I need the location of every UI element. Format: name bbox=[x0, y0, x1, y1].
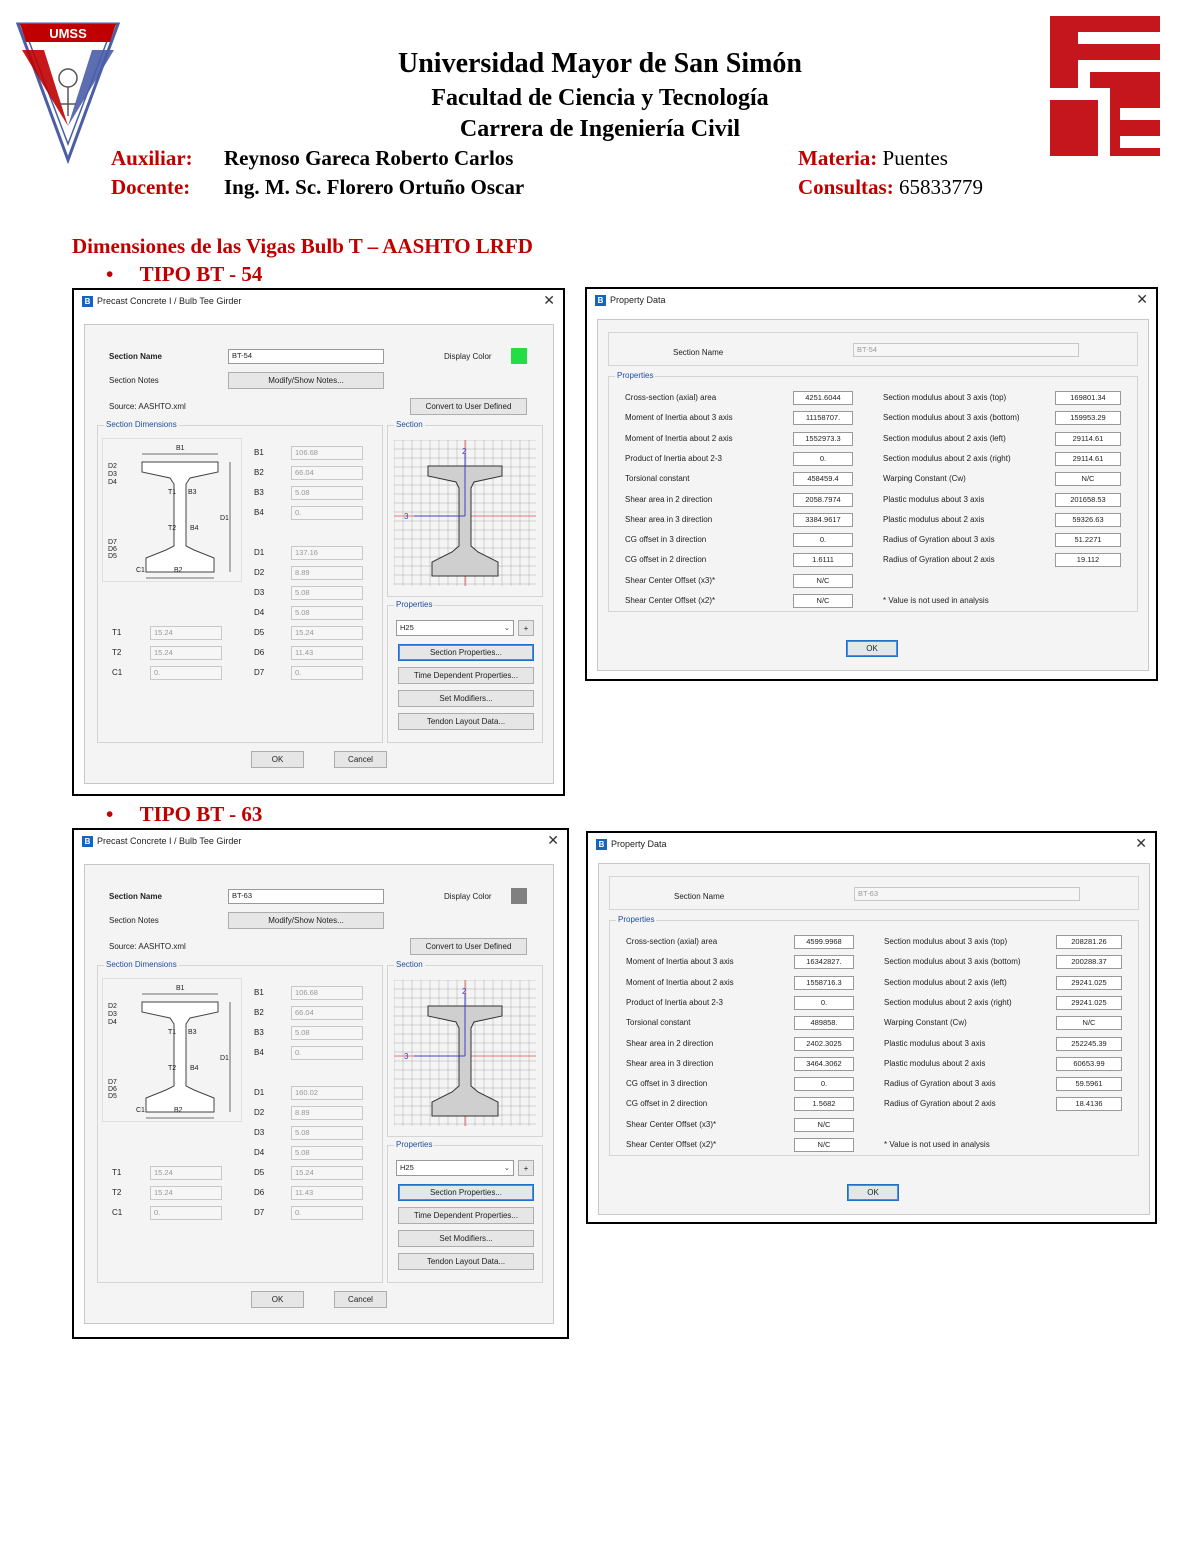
property-value: 1.6111 bbox=[793, 553, 853, 567]
section-name-group bbox=[609, 876, 1139, 910]
property-button-1[interactable]: Section Properties... bbox=[398, 1184, 534, 1201]
section-notes-label: Section Notes bbox=[109, 376, 159, 385]
property-label: Radius of Gyration about 2 axis bbox=[884, 1099, 996, 1109]
close-icon[interactable]: ✕ bbox=[543, 292, 555, 308]
property-value: 201658.53 bbox=[1055, 493, 1121, 507]
close-icon[interactable]: ✕ bbox=[1135, 835, 1147, 851]
window-title: Precast Concrete I / Bulb Tee Girder bbox=[97, 836, 242, 846]
ok-button[interactable]: OK bbox=[846, 640, 898, 657]
girder-dialog bbox=[72, 288, 565, 796]
window-title: Property Data bbox=[611, 839, 667, 849]
dim-field-d5[interactable]: 15.24 bbox=[291, 626, 363, 640]
property-label: Radius of Gyration about 2 axis bbox=[883, 555, 995, 565]
property-label: Radius of Gyration about 3 axis bbox=[883, 535, 995, 545]
dim-field-b1[interactable]: 106.68 bbox=[291, 986, 363, 1000]
dim-field-b2[interactable]: 66.04 bbox=[291, 1006, 363, 1020]
axis-2-label: 2 bbox=[462, 987, 467, 996]
property-value: 1.5682 bbox=[794, 1097, 854, 1111]
diagram-label: B2 bbox=[174, 1107, 183, 1114]
app-logo-icon: B bbox=[596, 839, 607, 850]
materia-value: Puentes bbox=[882, 146, 948, 170]
group-label: Section Dimensions bbox=[106, 420, 177, 429]
diagram-label: T2 bbox=[168, 525, 177, 532]
dim-field-d6[interactable]: 11.43 bbox=[291, 1186, 363, 1200]
dim-field-b4[interactable]: 0. bbox=[291, 506, 363, 520]
property-value: 458459.4 bbox=[793, 472, 853, 486]
diagram-label: D6 bbox=[108, 546, 117, 553]
tipo-heading-1: • TIPO BT - 54 bbox=[106, 262, 263, 286]
group-label: Section Dimensions bbox=[106, 960, 177, 969]
diagram-label: T2 bbox=[168, 1065, 177, 1072]
diagram-label: D6 bbox=[108, 1086, 117, 1093]
diagram-label: D3 bbox=[108, 1011, 117, 1018]
property-value: 200288.37 bbox=[1056, 955, 1122, 969]
diagram-label: T1 bbox=[168, 489, 177, 496]
property-label: Shear area in 2 direction bbox=[625, 494, 713, 504]
axis-2-label: 2 bbox=[462, 447, 467, 456]
dim-label-d5: D5 bbox=[254, 628, 265, 637]
dim-label-b4: B4 bbox=[254, 508, 264, 517]
dim-label-d4: D4 bbox=[254, 1148, 265, 1157]
tipo-heading-2: • TIPO BT - 63 bbox=[106, 802, 263, 826]
dim-label-b3: B3 bbox=[254, 1028, 264, 1037]
consultas bbox=[798, 175, 983, 200]
dim-field-d5[interactable]: 15.24 bbox=[291, 1166, 363, 1180]
convert-user-defined-button[interactable]: Convert to User Defined bbox=[410, 938, 527, 955]
axis-3-label: 3 bbox=[404, 1052, 409, 1061]
close-icon[interactable]: ✕ bbox=[1136, 291, 1148, 307]
app-logo-icon: B bbox=[595, 295, 606, 306]
dim-label-t1: T1 bbox=[112, 1168, 122, 1177]
diagram-label: C1 bbox=[136, 1107, 145, 1114]
dim-field-d6[interactable]: 11.43 bbox=[291, 646, 363, 660]
group-label: Section bbox=[396, 960, 423, 969]
property-button-3[interactable]: Set Modifiers... bbox=[398, 690, 534, 707]
dim-label-d2: D2 bbox=[254, 1108, 265, 1117]
property-value: 252245.39 bbox=[1056, 1037, 1122, 1051]
consultas-value: 65833779 bbox=[898, 175, 983, 199]
property-value: 208281.26 bbox=[1056, 935, 1122, 949]
property-value: 2058.7974 bbox=[793, 493, 853, 507]
close-icon[interactable]: ✕ bbox=[547, 832, 559, 848]
display-color-label: Display Color bbox=[444, 352, 492, 361]
material-select[interactable] bbox=[396, 620, 514, 636]
section-dimensions-group bbox=[97, 960, 383, 1283]
diagram-label: D2 bbox=[108, 463, 117, 470]
property-value: 11158707. bbox=[793, 411, 853, 425]
dim-label-c1: C1 bbox=[112, 668, 123, 677]
property-value: 29241.025 bbox=[1056, 996, 1122, 1010]
property-value: N/C bbox=[794, 1138, 854, 1152]
dim-label-b1: B1 bbox=[254, 988, 264, 997]
chevron-down-icon: ⌄ bbox=[503, 623, 510, 632]
diagram-label: B1 bbox=[176, 985, 185, 992]
diagram-label: D3 bbox=[108, 471, 117, 478]
property-button-1[interactable]: Section Properties... bbox=[398, 644, 534, 661]
chevron-down-icon: ⌄ bbox=[503, 1163, 510, 1172]
dim-field-b2[interactable]: 66.04 bbox=[291, 466, 363, 480]
property-label: Plastic modulus about 2 axis bbox=[884, 1058, 986, 1068]
property-value: 169801.34 bbox=[1055, 391, 1121, 405]
cancel-button[interactable]: Cancel bbox=[334, 751, 387, 768]
property-value: 16342827. bbox=[794, 955, 854, 969]
dim-label-t2: T2 bbox=[112, 648, 122, 657]
property-value: 0. bbox=[794, 1077, 854, 1091]
window-title: Property Data bbox=[610, 295, 666, 305]
material-value: H25 bbox=[400, 1163, 414, 1172]
section-name-label: Section Name bbox=[109, 352, 162, 361]
dim-field-d1[interactable]: 137.16 bbox=[291, 546, 363, 560]
university-title: Universidad Mayor de San Simón bbox=[398, 48, 802, 79]
display-color-label: Display Color bbox=[444, 892, 492, 901]
diagram-label: D2 bbox=[108, 1003, 117, 1010]
dim-field-t1[interactable]: 15.24 bbox=[150, 626, 222, 640]
materia bbox=[798, 146, 948, 171]
modify-show-notes-button[interactable]: Modify/Show Notes... bbox=[228, 372, 384, 389]
add-material-button[interactable]: + bbox=[518, 620, 534, 636]
property-label: Shear area in 3 direction bbox=[626, 1058, 714, 1068]
dim-label-b2: B2 bbox=[254, 1008, 264, 1017]
analysis-note: * Value is not used in analysis bbox=[884, 1140, 990, 1149]
section-notes-label: Section Notes bbox=[109, 916, 159, 925]
girder-dimension-diagram bbox=[102, 978, 242, 1122]
dim-field-d4[interactable]: 5.08 bbox=[291, 606, 363, 620]
property-label: Moment of Inertia about 2 axis bbox=[626, 977, 734, 987]
ok-button[interactable]: OK bbox=[251, 1291, 304, 1308]
tipo-label: TIPO BT - 63 bbox=[139, 802, 263, 826]
material-select[interactable] bbox=[396, 1160, 514, 1176]
diagram-label: B3 bbox=[188, 489, 197, 496]
property-value: 489858. bbox=[794, 1016, 854, 1030]
section-preview-canvas bbox=[394, 980, 536, 1126]
property-label: Moment of Inertia about 3 axis bbox=[625, 413, 733, 423]
tipo-label: TIPO BT - 54 bbox=[139, 262, 263, 286]
dim-label-d2: D2 bbox=[254, 568, 265, 577]
axis-3-label: 3 bbox=[404, 512, 409, 521]
group-label: Properties bbox=[396, 1140, 433, 1149]
dim-field-d3[interactable]: 5.08 bbox=[291, 1126, 363, 1140]
section-name-label: Section Name bbox=[109, 892, 162, 901]
diagram-label: B4 bbox=[190, 1065, 199, 1072]
display-color-swatch[interactable] bbox=[511, 348, 527, 364]
diagram-label: B3 bbox=[188, 1029, 197, 1036]
property-value: 0. bbox=[794, 996, 854, 1010]
property-label: Section modulus about 3 axis (top) bbox=[884, 937, 1008, 946]
dim-field-d7[interactable]: 0. bbox=[291, 666, 363, 680]
property-label: Section modulus about 2 axis (right) bbox=[884, 997, 1012, 1007]
section-name-input[interactable]: BT-63 bbox=[228, 889, 384, 904]
section-name-label: Section Name bbox=[674, 892, 725, 901]
section-name-input[interactable]: BT-54 bbox=[228, 349, 384, 364]
property-label: Shear Center Offset (x2)* bbox=[625, 596, 716, 605]
property-value: 29241.025 bbox=[1056, 976, 1122, 990]
dim-field-c1[interactable]: 0. bbox=[150, 1206, 222, 1220]
property-value: 1558716.3 bbox=[794, 976, 854, 990]
group-label: Properties bbox=[396, 600, 433, 609]
dim-label-d7: D7 bbox=[254, 668, 265, 677]
dim-label-d4: D4 bbox=[254, 608, 265, 617]
title-bar bbox=[74, 830, 567, 852]
dim-label-d3: D3 bbox=[254, 588, 265, 597]
property-label: CG offset in 2 direction bbox=[625, 555, 707, 565]
property-value: N/C bbox=[793, 594, 853, 608]
ok-button[interactable]: OK bbox=[251, 751, 304, 768]
girder-dialog bbox=[72, 828, 569, 1339]
property-label: Product of Inertia about 2-3 bbox=[626, 997, 723, 1007]
section-name-group bbox=[608, 332, 1138, 366]
property-label: Shear area in 2 direction bbox=[626, 1038, 714, 1048]
property-label: Warping Constant (Cw) bbox=[883, 474, 966, 484]
dim-field-d7[interactable]: 0. bbox=[291, 1206, 363, 1220]
diagram-label: D4 bbox=[108, 479, 117, 486]
property-button-4[interactable]: Tendon Layout Data... bbox=[398, 713, 534, 730]
diagram-label: T1 bbox=[168, 1029, 177, 1036]
property-label: CG offset in 2 direction bbox=[626, 1099, 708, 1109]
auxiliar-name: Reynoso Gareca Roberto Carlos bbox=[224, 146, 514, 170]
property-label: CG offset in 3 direction bbox=[625, 535, 707, 545]
property-value: 29114.61 bbox=[1055, 452, 1121, 466]
dialog-body bbox=[84, 324, 554, 784]
dim-label-d5: D5 bbox=[254, 1168, 265, 1177]
property-data-dialog bbox=[585, 287, 1158, 681]
property-value: 0. bbox=[793, 533, 853, 547]
dim-field-c1[interactable]: 0. bbox=[150, 666, 222, 680]
properties-group bbox=[387, 1140, 543, 1283]
dim-label-d1: D1 bbox=[254, 1088, 265, 1097]
girder-outline bbox=[142, 1002, 218, 1112]
dim-field-t2[interactable]: 15.24 bbox=[150, 1186, 222, 1200]
dialog-body bbox=[597, 319, 1149, 671]
property-label: Cross-section (axial) area bbox=[626, 937, 718, 946]
auxiliar-label: Auxiliar: bbox=[111, 146, 193, 170]
diagram-label: B1 bbox=[176, 445, 185, 452]
property-value: N/C bbox=[1056, 1016, 1122, 1030]
display-color-swatch[interactable] bbox=[511, 888, 527, 904]
property-value: 1552973.3 bbox=[793, 432, 853, 446]
property-label: Plastic modulus about 3 axis bbox=[884, 1038, 986, 1048]
diagram-label: D5 bbox=[108, 1093, 117, 1100]
title-bar bbox=[588, 833, 1155, 855]
diagram-label: D1 bbox=[220, 515, 229, 522]
group-label: Properties bbox=[618, 915, 655, 924]
diagram-label: D7 bbox=[108, 1079, 117, 1086]
source-label: Source: AASHTO.xml bbox=[109, 942, 186, 951]
analysis-note: * Value is not used in analysis bbox=[883, 596, 989, 605]
dim-field-b1[interactable]: 106.68 bbox=[291, 446, 363, 460]
property-value: 0. bbox=[793, 452, 853, 466]
property-data-dialog bbox=[586, 831, 1157, 1224]
umss-logo-text: UMSS bbox=[49, 26, 87, 41]
property-value: 51.2271 bbox=[1055, 533, 1121, 547]
property-label: Shear area in 3 direction bbox=[625, 514, 713, 524]
app-logo-icon: B bbox=[82, 836, 93, 847]
section-preview-canvas bbox=[394, 440, 536, 586]
dim-label-d7: D7 bbox=[254, 1208, 265, 1217]
dim-label-d1: D1 bbox=[254, 548, 265, 557]
property-label: Radius of Gyration about 3 axis bbox=[884, 1079, 996, 1089]
materia-label: Materia: bbox=[798, 146, 878, 170]
property-value: 59326.63 bbox=[1055, 513, 1121, 527]
properties-group bbox=[609, 915, 1139, 1156]
property-label: Plastic modulus about 3 axis bbox=[883, 494, 985, 504]
diagram-label: D4 bbox=[108, 1019, 117, 1026]
career-title: Carrera de Ingeniería Civil bbox=[459, 116, 741, 142]
girder-outline bbox=[142, 462, 218, 572]
dim-field-b4[interactable]: 0. bbox=[291, 1046, 363, 1060]
title-bar bbox=[74, 290, 563, 312]
diagram-label: C1 bbox=[136, 567, 145, 574]
property-button-4[interactable]: Tendon Layout Data... bbox=[398, 1253, 534, 1270]
properties-group bbox=[608, 371, 1138, 612]
section-heading: Dimensiones de las Vigas Bulb T – AASHTO LRFD bbox=[72, 234, 533, 258]
dim-field-d1[interactable]: 160.02 bbox=[291, 1086, 363, 1100]
material-value: H25 bbox=[400, 623, 414, 632]
group-label: Section bbox=[396, 420, 423, 429]
group-label: Properties bbox=[617, 371, 654, 380]
dim-field-d3[interactable]: 5.08 bbox=[291, 586, 363, 600]
property-button-3[interactable]: Set Modifiers... bbox=[398, 1230, 534, 1247]
property-value: N/C bbox=[793, 574, 853, 588]
dim-field-b3[interactable]: 5.08 bbox=[291, 486, 363, 500]
docente-label: Docente: bbox=[111, 175, 191, 199]
dim-label-t2: T2 bbox=[112, 1188, 122, 1197]
faculty-title: Facultad de Ciencia y Tecnología bbox=[431, 85, 769, 111]
convert-user-defined-button[interactable]: Convert to User Defined bbox=[410, 398, 527, 415]
cancel-button[interactable]: Cancel bbox=[334, 1291, 387, 1308]
property-value: 29114.61 bbox=[1055, 432, 1121, 446]
property-value: 4251.6044 bbox=[793, 391, 853, 405]
property-value: 3464.3062 bbox=[794, 1057, 854, 1071]
property-label: Section modulus about 2 axis (left) bbox=[884, 977, 1007, 987]
consultas-label: Consultas: bbox=[798, 175, 894, 199]
section-name-field: BT-54 bbox=[853, 343, 1079, 357]
property-label: CG offset in 3 direction bbox=[626, 1079, 708, 1089]
dim-field-t1[interactable]: 15.24 bbox=[150, 1166, 222, 1180]
docente-name: Ing. M. Sc. Florero Ortuño Oscar bbox=[224, 175, 525, 199]
property-label: Moment of Inertia about 3 axis bbox=[626, 957, 734, 967]
property-label: Section modulus about 3 axis (bottom) bbox=[883, 413, 1020, 423]
section-preview-group bbox=[387, 960, 543, 1137]
add-material-button[interactable]: + bbox=[518, 1160, 534, 1176]
dim-label-d3: D3 bbox=[254, 1128, 265, 1137]
property-value: 3384.9617 bbox=[793, 513, 853, 527]
dim-field-b3[interactable]: 5.08 bbox=[291, 1026, 363, 1040]
ok-button[interactable]: OK bbox=[847, 1184, 899, 1201]
dim-label-b4: B4 bbox=[254, 1048, 264, 1057]
dim-label-d6: D6 bbox=[254, 648, 265, 657]
dim-label-t1: T1 bbox=[112, 628, 122, 637]
property-value: 18.4136 bbox=[1056, 1097, 1122, 1111]
property-label: Moment of Inertia about 2 axis bbox=[625, 433, 733, 443]
diagram-label: D1 bbox=[220, 1055, 229, 1062]
property-label: Warping Constant (Cw) bbox=[884, 1018, 967, 1028]
property-label: Torsional constant bbox=[625, 474, 690, 484]
diagram-label: B2 bbox=[174, 567, 183, 574]
diagram-label: B4 bbox=[190, 525, 199, 532]
dim-field-t2[interactable]: 15.24 bbox=[150, 646, 222, 660]
property-label: Cross-section (axial) area bbox=[625, 393, 717, 402]
property-label: Section modulus about 2 axis (right) bbox=[883, 453, 1011, 463]
girder-dimension-diagram bbox=[102, 438, 242, 582]
properties-group bbox=[387, 600, 543, 743]
dim-label-d6: D6 bbox=[254, 1188, 265, 1197]
diagram-label: D5 bbox=[108, 553, 117, 560]
source-label: Source: AASHTO.xml bbox=[109, 402, 186, 411]
property-label: Section modulus about 2 axis (left) bbox=[883, 433, 1006, 443]
app-logo-icon: B bbox=[82, 296, 93, 307]
property-value: 19.112 bbox=[1055, 553, 1121, 567]
dialog-body bbox=[84, 864, 554, 1324]
property-label: Shear Center Offset (x3)* bbox=[626, 1119, 717, 1129]
property-value: 159953.29 bbox=[1055, 411, 1121, 425]
dim-label-b1: B1 bbox=[254, 448, 264, 457]
property-label: Section modulus about 3 axis (top) bbox=[883, 393, 1007, 402]
property-label: Shear Center Offset (x3)* bbox=[625, 575, 716, 585]
dim-field-d4[interactable]: 5.08 bbox=[291, 1146, 363, 1160]
dim-label-b2: B2 bbox=[254, 468, 264, 477]
section-name-label: Section Name bbox=[673, 348, 724, 357]
property-value: 4599.9968 bbox=[794, 935, 854, 949]
property-value: 2402.3025 bbox=[794, 1037, 854, 1051]
dim-field-d2[interactable]: 8.89 bbox=[291, 1106, 363, 1120]
property-label: Section modulus about 3 axis (bottom) bbox=[884, 957, 1021, 967]
property-label: Product of Inertia about 2-3 bbox=[625, 453, 722, 463]
modify-show-notes-button[interactable]: Modify/Show Notes... bbox=[228, 912, 384, 929]
section-name-field: BT-63 bbox=[854, 887, 1080, 901]
property-button-2[interactable]: Time Dependent Properties... bbox=[398, 1207, 534, 1224]
dim-field-d2[interactable]: 8.89 bbox=[291, 566, 363, 580]
property-button-2[interactable]: Time Dependent Properties... bbox=[398, 667, 534, 684]
diagram-label: D7 bbox=[108, 539, 117, 546]
section-dimensions-group bbox=[97, 420, 383, 743]
dialog-body bbox=[598, 863, 1150, 1215]
title-bar bbox=[587, 289, 1156, 311]
dim-label-c1: C1 bbox=[112, 1208, 123, 1217]
window-title: Precast Concrete I / Bulb Tee Girder bbox=[97, 296, 242, 306]
property-value: N/C bbox=[794, 1118, 854, 1132]
property-value: N/C bbox=[1055, 472, 1121, 486]
section-preview-group bbox=[387, 420, 543, 597]
dim-label-b3: B3 bbox=[254, 488, 264, 497]
property-label: Torsional constant bbox=[626, 1018, 691, 1028]
property-value: 59.5961 bbox=[1056, 1077, 1122, 1091]
property-label: Plastic modulus about 2 axis bbox=[883, 514, 985, 524]
property-label: Shear Center Offset (x2)* bbox=[626, 1140, 717, 1149]
property-value: 60653.99 bbox=[1056, 1057, 1122, 1071]
